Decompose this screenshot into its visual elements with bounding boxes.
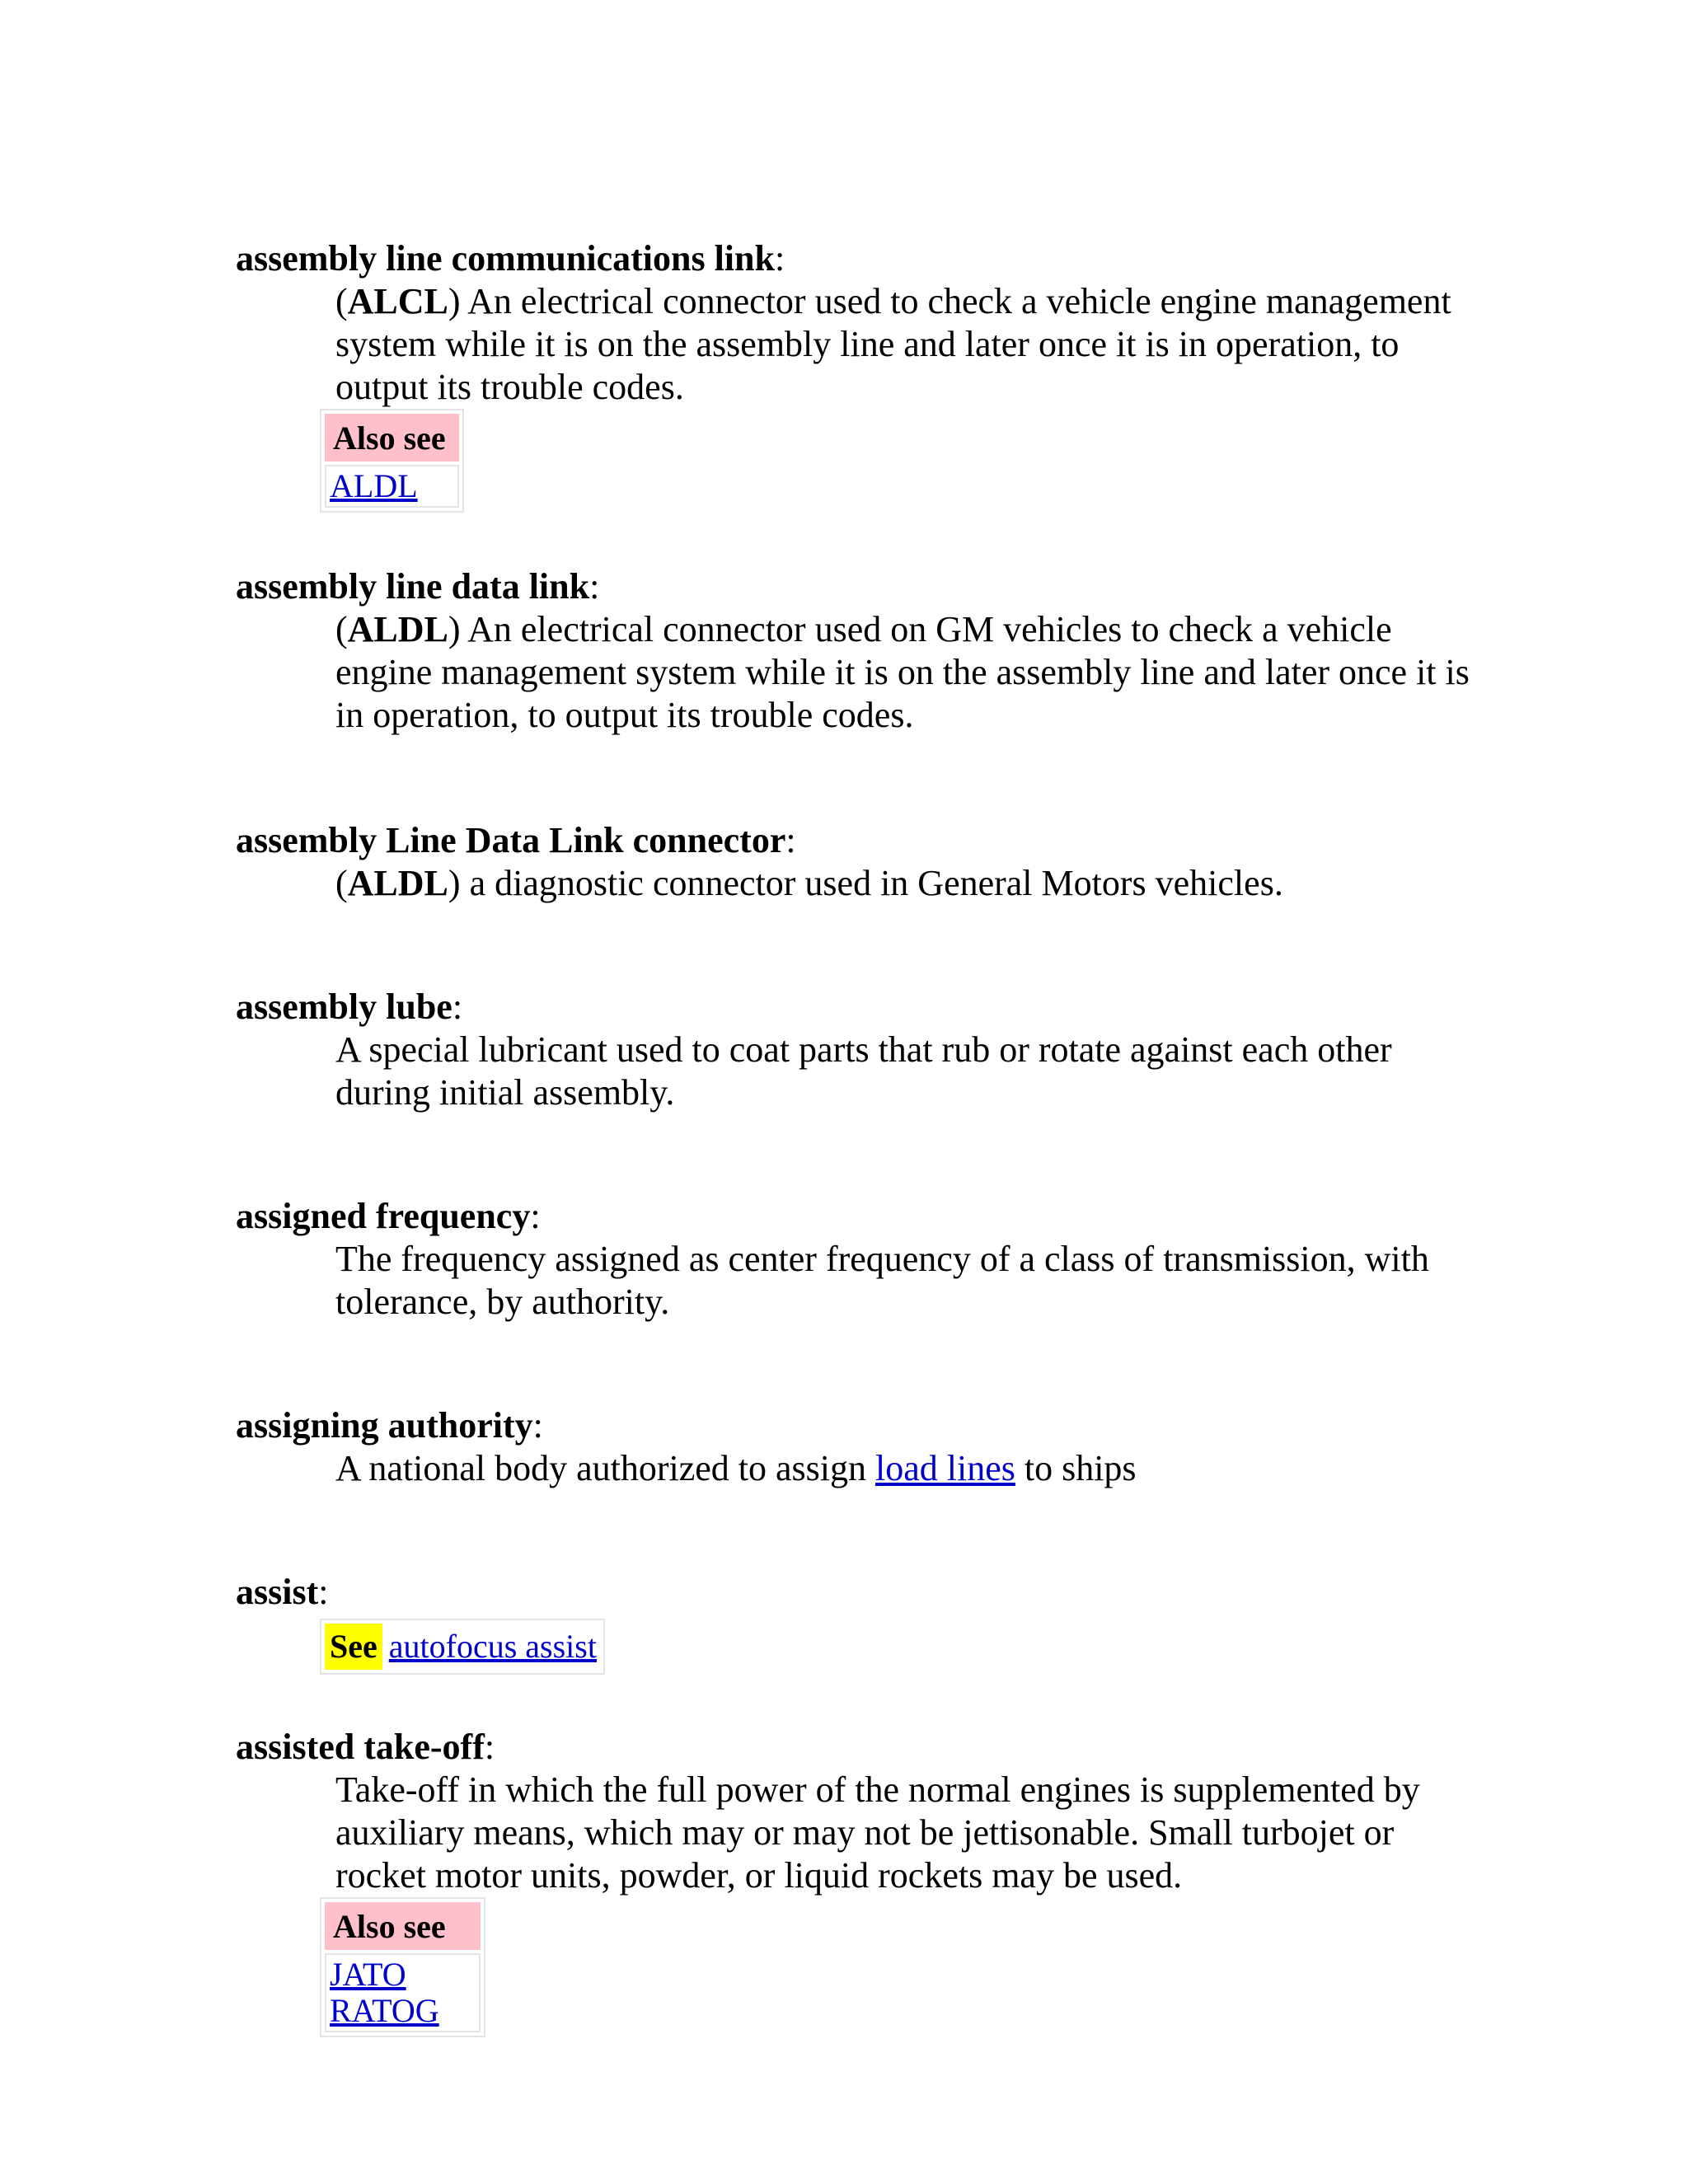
entry-assembly-line-communications-link bbox=[236, 237, 1472, 513]
term-line: assembly lube: bbox=[236, 987, 463, 1027]
glossary-page bbox=[236, 237, 1472, 2037]
term-line: assembly line data link: bbox=[236, 566, 600, 607]
definition-text-after: to ships bbox=[1015, 1448, 1137, 1488]
term-line: assembly Line Data Link connector: bbox=[236, 820, 796, 860]
also-see-box bbox=[320, 1897, 485, 2037]
also-see-links bbox=[325, 1953, 481, 2032]
term: assigning authority bbox=[236, 1405, 533, 1446]
definition bbox=[335, 1447, 1481, 1490]
term: assist bbox=[236, 1572, 319, 1612]
definition: A special lubricant used to coat parts that rub or rotate against each other during initial assembly. bbox=[335, 1029, 1392, 1113]
see-label: See bbox=[325, 1624, 382, 1670]
term-line: assist: bbox=[236, 1572, 329, 1612]
entry-assembly-lube bbox=[236, 986, 1472, 1114]
term: assembly line data link bbox=[236, 566, 590, 607]
also-see-header: Also see bbox=[325, 1902, 481, 1950]
see-link-autofocus-assist[interactable]: autofocus assist bbox=[388, 1628, 597, 1665]
definition: (ALCL) An electrical connector used to check a vehicle engine management system while it is on the assembly line and later once it is in operation, to output its trouble codes. bbox=[335, 281, 1451, 407]
definition-text-before: A national body authorized to assign bbox=[335, 1448, 875, 1488]
entry-assigned-frequency bbox=[236, 1195, 1472, 1324]
entry-assembly-line-data-link-connector bbox=[236, 819, 1472, 905]
also-see-link-aldl[interactable]: ALDL bbox=[330, 467, 418, 504]
load-lines-link[interactable]: load lines bbox=[875, 1448, 1015, 1488]
term: assisted take-off bbox=[236, 1727, 485, 1767]
see-box bbox=[320, 1619, 605, 1675]
definition: (ALDL) An electrical connector used on GM vehicles to check a vehicle engine management system while it is on the assembly line and later once it is in operation, to output its trouble codes. bbox=[335, 609, 1470, 735]
term-line: assembly line communications link: bbox=[236, 238, 785, 279]
term-line: assigning authority: bbox=[236, 1405, 543, 1446]
definition-text: An electrical connector used to check a vehicle engine management system while it is on the assembly line and later once it is in operation, to output its trouble codes. bbox=[335, 281, 1451, 407]
term: assembly Line Data Link connector bbox=[236, 820, 786, 860]
definition: (ALDL) a diagnostic connector used in General Motors vehicles. bbox=[335, 863, 1283, 903]
definition: The frequency assigned as center frequency of a class of transmission, with tolerance, by authority. bbox=[335, 1239, 1429, 1322]
also-see-link-ratog[interactable]: RATOG bbox=[330, 1992, 439, 2029]
abbreviation: ALCL bbox=[347, 281, 448, 321]
also-see-box bbox=[320, 409, 464, 513]
also-see-header: Also see bbox=[325, 414, 459, 462]
term: assembly line communications link bbox=[236, 238, 775, 279]
term-line: assisted take-off: bbox=[236, 1727, 495, 1767]
see-link-cell bbox=[386, 1624, 600, 1670]
definition-text: a diagnostic connector used in General Motors vehicles. bbox=[460, 863, 1283, 903]
definition-text: An electrical connector used on GM vehicles to check a vehicle engine management system while it is on the assembly line and later once it is in operation, to output its trouble codes. bbox=[335, 609, 1470, 735]
abbreviation: ALDL bbox=[347, 609, 448, 649]
definition: Take-off in which the full power of the normal engines is supplemented by auxiliary means, which may or may not be jettisonable. Small turbojet or rocket motor units, powder, or liquid rockets may be used. bbox=[335, 1769, 1420, 1896]
also-see-link-jato[interactable]: JATO bbox=[330, 1956, 406, 1993]
entry-assisted-take-off bbox=[236, 1726, 1472, 2037]
term-line: assigned frequency: bbox=[236, 1196, 541, 1236]
term: assembly lube bbox=[236, 987, 452, 1027]
also-see-links bbox=[325, 465, 459, 508]
entry-assembly-line-data-link bbox=[236, 565, 1472, 737]
entry-assist bbox=[236, 1571, 1472, 1675]
term: assigned frequency bbox=[236, 1196, 531, 1236]
abbreviation: ALDL bbox=[347, 863, 448, 903]
entry-assigning-authority bbox=[236, 1404, 1472, 1490]
